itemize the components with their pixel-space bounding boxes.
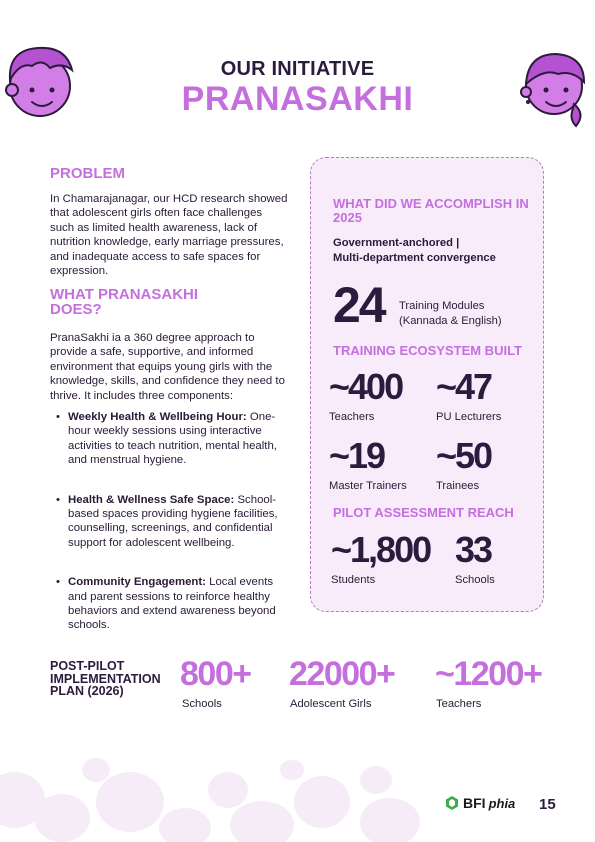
accomplish-subheading [333, 236, 496, 265]
bullet-icon: • [56, 411, 60, 423]
logo-bfi-text: BFI [463, 795, 486, 811]
stat-value: ~19 [329, 435, 385, 476]
modules-value: 24 [333, 277, 385, 333]
component-title: Weekly Health & Wellbeing Hour: [68, 411, 247, 423]
modules-label-line: Training Modules [399, 300, 485, 312]
plan-label: Adolescent Girls [290, 698, 372, 710]
bullet-icon: • [56, 576, 60, 589]
component-title: Health & Wellness Safe Space: [68, 493, 235, 506]
plan-heading-line: PLAN (2026) [50, 684, 124, 698]
component-text: School-based spaces providing hygiene facilities, counselling, screenings, and confidential support for adolescent wellbeing. [68, 493, 278, 549]
accomplish-heading: WHAT DID WE ACCOMPLISH IN 2025 [333, 196, 529, 225]
list-item [54, 410, 286, 468]
plan-label: Teachers [436, 698, 482, 710]
problem-body: In Chamarajanagar, our HCD research showed that adolescent girls often face challenges such as limited health awareness, lack of nutrition knowledge, early marriage pressures, and inadequate access to safe spaces for expression. [50, 193, 288, 278]
plan-value: 22000+ [289, 655, 395, 693]
modules-label-line: (Kannada & English) [399, 314, 502, 327]
logo-phia-text: phia [488, 795, 516, 811]
what-heading: WHAT PRANASAKHI DOES? [50, 286, 199, 318]
plan-value: ~1200+ [435, 655, 542, 693]
stat-value: 33 [455, 529, 492, 570]
list-item [54, 493, 286, 551]
stat-label: Trainees [436, 480, 480, 492]
components-list [54, 410, 286, 633]
component-text: One-hour weekly sessions using interactive activities to teach nutrition, mental health, and menstrual hygiene. [68, 411, 277, 467]
modules-label [399, 299, 502, 328]
what-body: PranaSakhi ia a 360 degree approach to provide a safe, supportive, and informed environment that equips young girls with the knowledge, skills, and confidence they need to thrive. It includes three components: [50, 332, 285, 402]
stat-label: Schools [455, 574, 495, 586]
plan-label: Schools [182, 698, 222, 710]
bullet-icon: • [56, 493, 60, 506]
page-kicker: OUR INITIATIVE [220, 58, 375, 80]
page-number: 15 [539, 796, 556, 813]
stat-value: ~400 [329, 366, 403, 407]
problem-heading: PROBLEM [50, 165, 125, 182]
stat-value: ~47 [436, 366, 492, 407]
ecosystem-heading: TRAINING ECOSYSTEM BUILT [333, 343, 522, 358]
brand-logo [444, 795, 515, 811]
stat-label: Master Trainers [329, 480, 407, 492]
decorative-blobs [0, 740, 595, 842]
page-title: PRANASAKHI [181, 80, 414, 118]
subheading-line: Government-anchored | [333, 237, 460, 249]
plan-heading [50, 660, 170, 698]
stat-label: Students [331, 574, 376, 586]
stat-label: PU Lecturers [436, 411, 502, 423]
component-text: Local events and parent sessions to reinforce healthy behaviors and extend awareness beyond schools. [68, 576, 276, 632]
stat-label: Teachers [329, 411, 375, 423]
stat-value: ~1,800 [331, 529, 431, 570]
plan-heading-line: POST-PILOT [50, 659, 125, 673]
pilot-heading: PILOT ASSESSMENT REACH [333, 505, 514, 520]
list-item [54, 575, 286, 633]
plan-value: 800+ [180, 655, 251, 693]
stat-value: ~50 [436, 435, 492, 476]
component-title: Community Engagement: [68, 576, 206, 589]
subheading-line: Multi-department convergence [333, 251, 496, 264]
bfi-logo-icon [444, 795, 460, 811]
plan-heading-line: IMPLEMENTATION [50, 671, 161, 686]
